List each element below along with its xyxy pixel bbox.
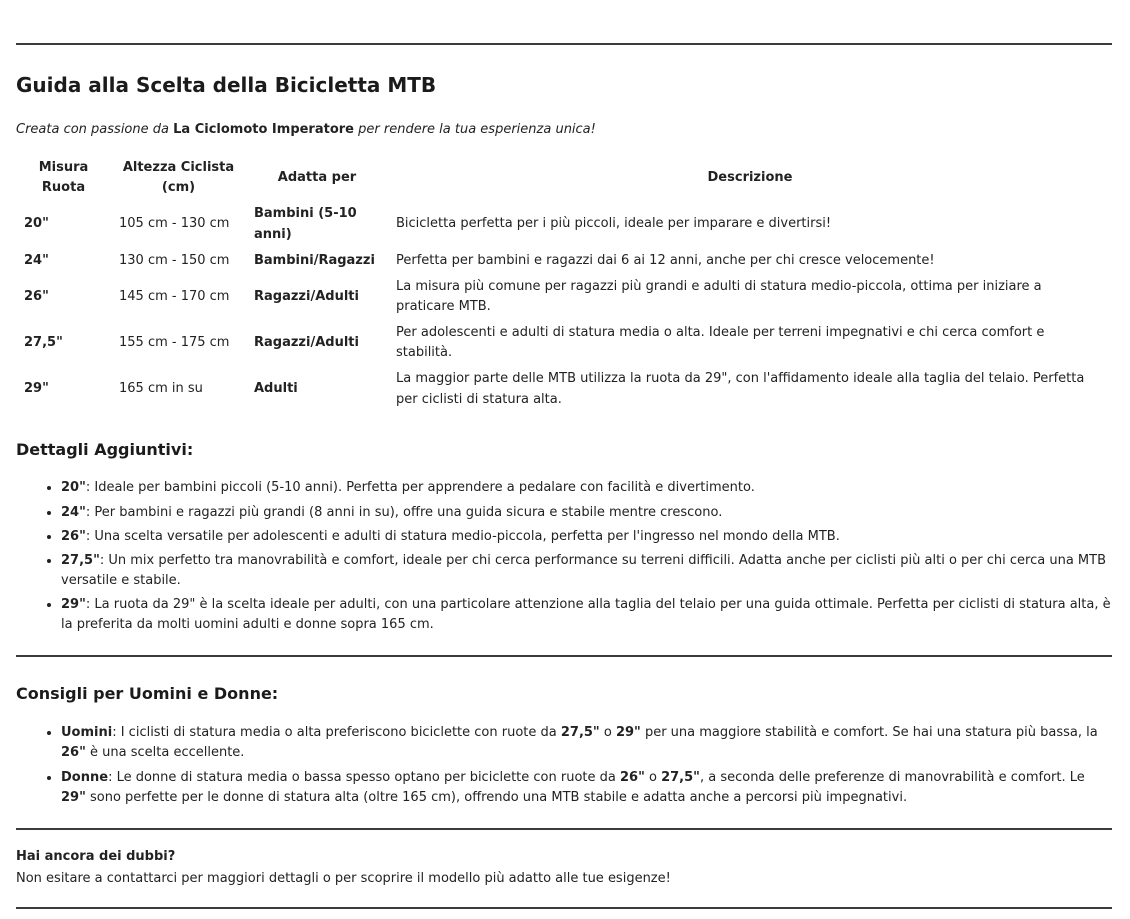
column-header-descrizione: Descrizione (707, 170, 793, 186)
advice-list (16, 723, 1112, 808)
table-row (16, 366, 1112, 412)
cell-rider-height: 155 cm - 175 cm (119, 335, 230, 351)
footer-message: Non esitare a contattarci per maggiori dettagli o per scoprire il modello più adatto alle tue esigenze! (16, 870, 671, 886)
list-item: • 20": Ideale per bambini piccoli (5-10 anni). Perfetta per apprendere a pedalare con facilità e divertimento. (61, 478, 1112, 498)
cell-rider-height: 105 cm - 130 cm (119, 216, 230, 232)
cell-description: Perfetta per bambini e ragazzi dai 6 ai 12 anni, anche per chi cresce velocemente! (396, 252, 935, 268)
section-divider (16, 655, 1112, 657)
cell-rider-height: 165 cm in su (119, 381, 203, 397)
column-header-misura-ruota: Misura Ruota (38, 160, 89, 196)
details-list (16, 478, 1112, 635)
table-row (16, 248, 1112, 274)
cell-wheel-size: 26" (24, 288, 49, 304)
table-header-row (16, 155, 1112, 201)
list-item: • Uomini: I ciclisti di statura media o alta preferiscono biciclette con ruote da 27,5" o 29" per una maggiore stabilità e comfort. Se hai una statura più bassa, la 26" è una scelta eccellente. (61, 723, 1112, 763)
advice-heading: Consigli per Uomini e Donne: (16, 684, 279, 704)
list-item: • Donne: Le donne di statura media o bassa spesso optano per biciclette con ruote da 26" o 27,5", a seconda delle preferenze di manovrabilità e comfort. Le 29" sono perfette per le donne di statura alta (oltre 165 cm), offrendo una MTB stabile e adatta anche a percorsi più impegnativi. (61, 768, 1112, 808)
cell-rider-height: 145 cm - 170 cm (119, 288, 230, 304)
list-item: • 24": Per bambini e ragazzi più grandi (8 anni in su), offre una guida sicura e stabile mentre crescono. (61, 503, 1112, 523)
details-heading: Dettagli Aggiuntivi: (16, 439, 194, 459)
cell-suited-for: Ragazzi/Adulti (254, 335, 359, 351)
size-table-body (16, 201, 1112, 412)
cell-description: La misura più comune per ragazzi più grandi e adulti di statura medio-piccola, ottima per iniziare a praticare MTB. (396, 278, 1042, 314)
top-divider (16, 43, 1112, 45)
subtitle: Creata con passione da La Ciclomoto Imperatore per rendere la tua esperienza unica! (16, 122, 596, 137)
cell-description: Per adolescenti e adulti di statura media o alta. Ideale per terreni impegnativi e chi cerca comfort e stabilità. (396, 325, 1045, 361)
column-header-adatta-per: Adatta per (277, 170, 357, 186)
guide-document (0, 43, 1130, 919)
cell-wheel-size: 24" (24, 252, 49, 268)
size-table (16, 155, 1112, 413)
cell-rider-height: 130 cm - 150 cm (119, 252, 230, 268)
list-item: • 29": La ruota da 29" è la scelta ideale per adulti, con una particolare attenzione alla taglia del telaio per una guida ottimale. Perfetta per ciclisti di statura alta, è la preferita da molti uomini adulti e donne sopra 165 cm. (61, 595, 1112, 635)
cell-description: Bicicletta perfetta per i più piccoli, ideale per imparare e divertirsi! (396, 216, 832, 232)
table-row (16, 320, 1112, 366)
list-item: • 26": Una scelta versatile per adolescenti e adulti di statura medio-piccola, perfetta per l'ingresso nel mondo della MTB. (61, 527, 1112, 547)
cell-wheel-size: 29" (24, 381, 49, 397)
footer (16, 847, 1112, 889)
column-header-altezza-ciclista: Altezza Ciclista (cm) (122, 160, 235, 196)
list-item: • 27,5": Un mix perfetto tra manovrabilità e comfort, ideale per chi cerca performance su terreni difficili. Adatta anche per ciclisti più alti o per chi cerca una MTB versatile e stabile. (61, 551, 1112, 591)
cell-wheel-size: 20" (24, 216, 49, 232)
table-row (16, 274, 1112, 320)
footer-question: Hai ancora dei dubbi? (16, 848, 176, 864)
cell-description: La maggior parte delle MTB utilizza la ruota da 29", con l'affidamento ideale alla taglia del telaio. Perfetta per ciclisti di statura alta. (396, 371, 1085, 407)
cell-wheel-size: 27,5" (24, 335, 63, 351)
cell-suited-for: Bambini (5-10 anni) (254, 206, 357, 242)
cell-suited-for: Ragazzi/Adulti (254, 288, 359, 304)
cell-suited-for: Bambini/Ragazzi (254, 252, 375, 268)
bottom-divider (16, 907, 1112, 909)
size-table-head (16, 155, 1112, 201)
cell-suited-for: Adulti (254, 381, 298, 397)
table-row (16, 201, 1112, 247)
page-title: Guida alla Scelta della Bicicletta MTB (16, 73, 437, 97)
footer-divider (16, 828, 1112, 830)
